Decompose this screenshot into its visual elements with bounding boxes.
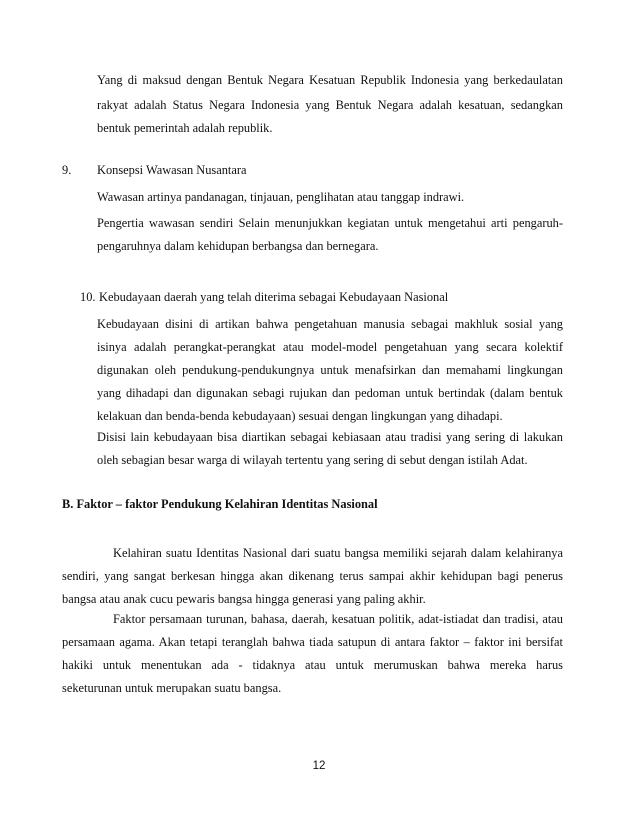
item-10-para-1-line-5: kelakuan dan benda-benda kebudayaan) sesuai dengan lingkungan yang dihadapi. <box>97 409 503 423</box>
section-b-para-2-line-4: seketurunan untuk merupakan suatu bangsa. <box>62 681 282 695</box>
section-b-para-1-line-1: Kelahiran suatu Identitas Nasional dari suatu bangsa memiliki sejarah dalam kelahiranya <box>113 546 563 560</box>
item-10-para-2-line-2: oleh sebagian besar warga di wilayah tertentu yang sering di sebut dengan istilah Adat. <box>97 453 528 467</box>
item-9-para-2-line-2: pengaruhnya dalam kehidupan berbangsa dan bernegara. <box>97 239 379 253</box>
intro-line-3: bentuk pemerintah adalah republik. <box>97 121 273 135</box>
item-9-heading: Konsepsi Wawasan Nusantara <box>97 163 247 177</box>
section-b-para-2-line-2: persamaan agama. Akan tetapi teranglah bahwa tiada satupun di antara faktor – faktor ini bersifat <box>62 635 563 649</box>
item-10-para-1-line-1: Kebudayaan disini di artikan bahwa pengetahuan manusia sebagai makhluk sosial yang <box>97 317 563 331</box>
section-b-para-1-line-2: sendiri, yang sangat berkesan hingga akan dikenang terus sampai akhir kehidupan bagi penerus <box>62 569 563 583</box>
section-b-para-1-line-3: bangsa atau anak cucu pewaris bangsa hingga generasi yang paling akhir. <box>62 592 426 606</box>
section-b-para-2-line-3: hakiki untuk menentukan ada - tidaknya atau untuk merumuskan bahwa mereka harus <box>62 658 563 672</box>
item-9-para-1: Wawasan artinya pandanagan, tinjauan, penglihatan atau tanggap indrawi. <box>97 190 465 204</box>
intro-line-2: rakyat adalah Status Negara Indonesia yang Bentuk Negara adalah kesatuan, sedangkan <box>97 98 563 112</box>
section-b-heading: B. Faktor – faktor Pendukung Kelahiran Identitas Nasional <box>62 497 378 511</box>
intro-line-1: Yang di maksud dengan Bentuk Negara Kesatuan Republik Indonesia yang berkedaulatan <box>97 73 563 87</box>
item-10-para-1-line-2: isinya adalah perangkat-perangkat atau model-model pengetahuan yang secara kolektif <box>97 340 563 354</box>
item-9-number: 9. <box>62 163 72 177</box>
item-9-para-2-line-1: Pengertia wawasan sendiri Selain menunjukkan kegiatan untuk mengetahui arti pengaruh- <box>97 216 563 230</box>
item-10-para-2-line-1: Disisi lain kebudayaan bisa diartikan sebagai kebiasaan atau tradisi yang sering di lakukan <box>97 430 563 444</box>
section-b-para-2-line-1: Faktor persamaan turunan, bahasa, daerah, kesatuan politik, adat-istiadat dan tradisi, atau <box>113 612 563 626</box>
page-number: 12 <box>312 760 326 772</box>
item-10-heading: Kebudayaan daerah yang telah diterima sebagai Kebudayaan Nasional <box>99 290 449 304</box>
item-10-para-1-line-3: digunakan oleh pendukung-pendukungnya untuk menafsirkan dan memahami lingkungan <box>97 363 563 377</box>
item-10-number: 10. <box>80 290 96 304</box>
item-10-para-1-line-4: yang dihadapi dan digunakan sebagi rujukan dan pedoman untuk bertindak (dalam bentuk <box>97 386 563 400</box>
